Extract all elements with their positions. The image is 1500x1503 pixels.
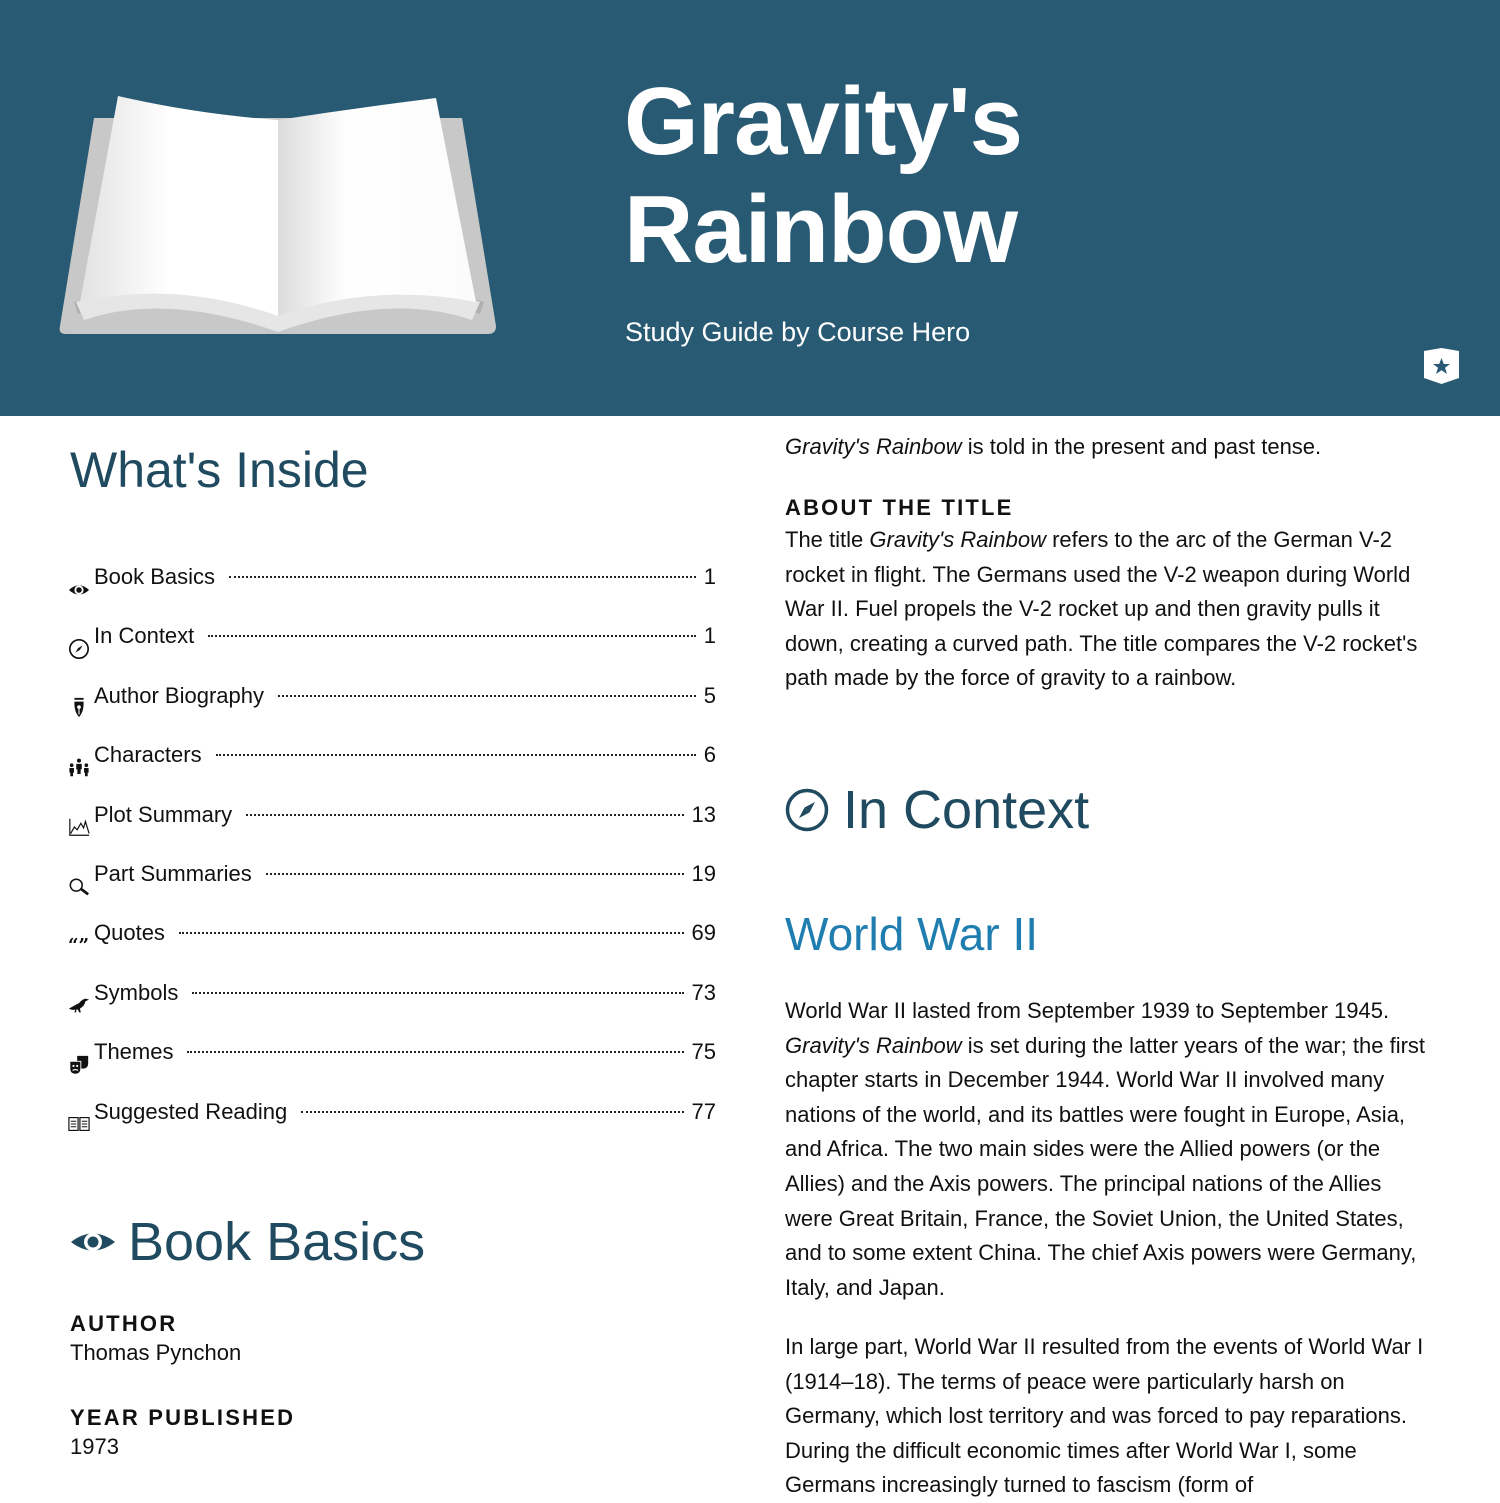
toc-page: 13 <box>691 801 716 827</box>
bird-icon <box>68 988 94 1022</box>
in-context-heading-text: In Context <box>843 780 1090 840</box>
dot-leader <box>278 695 696 697</box>
quote-icon <box>68 929 94 963</box>
toc-item-suggested-reading[interactable] <box>68 1095 716 1154</box>
year-published-field <box>70 1404 295 1462</box>
toc-label: Themes <box>94 1039 174 1065</box>
open-book-icon <box>68 1107 94 1141</box>
toc-page: 1 <box>703 564 716 589</box>
book-title <box>624 68 1022 284</box>
theater-masks-icon <box>68 1048 94 1082</box>
dot-leader <box>192 992 683 994</box>
text-run: refers to the arc of the German V-2 rocket in flight. The Germans used the V-2 weapon during World War II. Fuel propels the V-2 rocket up and then gravity pulls it down, creating a curved path. The title compares the V-2 rocket's path made by the force of gravity to a rainbow. <box>785 527 1418 691</box>
toc-label: Symbols <box>94 979 179 1005</box>
author-value: Thomas Pynchon <box>70 1340 242 1365</box>
pen-nib-icon <box>68 691 94 725</box>
world-war-ii-paragraph-2: In large part, World War II resulted from the events of World War I (1914–18). The terms of peace were particularly harsh on Germany, which lost territory and was forced to pay reparations. During the difficult economic times after World War I, some Germans increasingly turned to fascism (form of <box>785 1334 1424 1498</box>
toc-item-author-biography[interactable] <box>68 679 716 738</box>
cover-header <box>0 0 1500 416</box>
toc-page: 6 <box>703 742 716 768</box>
about-the-title-text <box>785 523 1435 696</box>
toc-item-quotes[interactable] <box>68 916 716 975</box>
book-title-italic: Gravity's Rainbow <box>785 1032 962 1058</box>
title-line-2: Rainbow <box>624 176 1017 283</box>
bookmark-star-icon <box>1423 348 1460 384</box>
toc-label: Suggested Reading <box>94 1098 288 1124</box>
toc-page: 1 <box>703 623 716 649</box>
toc-page: 73 <box>691 979 716 1005</box>
toc-page: 75 <box>691 1039 716 1065</box>
year-published-label: YEAR PUBLISHED <box>70 1405 296 1430</box>
book-title-italic: Gravity's Rainbow <box>785 434 962 459</box>
toc-label: Plot Summary <box>94 801 233 827</box>
about-the-title-label: ABOUT THE TITLE <box>785 495 1014 520</box>
toc-item-plot-summary[interactable] <box>68 798 716 857</box>
compass-icon <box>785 788 829 832</box>
people-icon <box>68 751 94 785</box>
world-war-ii-heading: World War II <box>785 908 1039 960</box>
dot-leader <box>179 932 684 934</box>
chart-line-icon <box>68 810 94 844</box>
toc-label: Author Biography <box>94 682 264 708</box>
dot-leader <box>301 1111 683 1113</box>
book-basics-heading <box>70 1212 425 1272</box>
dot-leader <box>216 754 696 756</box>
compass-icon <box>68 632 94 666</box>
text-run: is set during the latter years of the war; the first chapter starts in December 1944. World War II involved many nations of the world, and its battles were fought in Europe, Asia, and Africa. The two main sides were the Allied powers (or the Allies) and the Axis powers. The principal nations of the Allies were Great Britain, France, the Soviet Union, the United States, and to some extent China. The chief Axis powers were Germany, Italy, and Japan. <box>785 1032 1426 1300</box>
table-of-contents <box>68 560 716 1154</box>
toc-label: Characters <box>94 742 202 768</box>
toc-page: 77 <box>691 1098 716 1124</box>
world-war-ii-paragraph-1 <box>785 994 1435 1305</box>
tense-note-text: is told in the present and past tense. <box>961 434 1322 459</box>
year-published-value: 1973 <box>70 1434 119 1459</box>
toc-page: 5 <box>703 682 716 708</box>
toc-item-in-context[interactable] <box>68 619 716 678</box>
whats-inside-heading: What's Inside <box>70 442 369 498</box>
in-context-heading <box>785 780 1089 840</box>
text-run: The title <box>785 527 870 552</box>
title-line-1: Gravity's <box>624 68 1023 175</box>
book-basics-heading-text: Book Basics <box>128 1212 426 1272</box>
magnifier-icon <box>68 870 94 904</box>
toc-label: Part Summaries <box>94 860 252 886</box>
subtitle: Study Guide by Course Hero <box>625 317 971 347</box>
tense-note <box>785 430 1321 465</box>
toc-label: In Context <box>94 623 195 649</box>
dot-leader <box>208 635 695 637</box>
toc-page: 69 <box>691 920 716 946</box>
author-label: AUTHOR <box>70 1311 178 1336</box>
toc-page: 19 <box>691 860 716 886</box>
toc-item-part-summaries[interactable] <box>68 857 716 916</box>
dot-leader <box>246 814 683 816</box>
open-book-illustration <box>56 88 500 340</box>
toc-label: Book Basics <box>94 564 216 589</box>
book-title-italic: Gravity's Rainbow <box>869 527 1046 552</box>
author-field <box>70 1310 241 1368</box>
eye-icon <box>68 573 94 607</box>
dot-leader <box>229 576 696 578</box>
toc-item-themes[interactable] <box>68 1035 716 1094</box>
toc-item-book-basics[interactable] <box>68 560 716 619</box>
svg-text:“”: “” <box>68 935 90 957</box>
toc-label: Quotes <box>94 920 165 946</box>
toc-item-symbols[interactable] <box>68 976 716 1035</box>
toc-item-characters[interactable] <box>68 738 716 797</box>
text-run: World War II lasted from September 1939 to September 1945. <box>785 998 1390 1023</box>
dot-leader <box>266 873 684 875</box>
dot-leader <box>187 1051 683 1053</box>
eye-icon <box>70 1227 116 1257</box>
